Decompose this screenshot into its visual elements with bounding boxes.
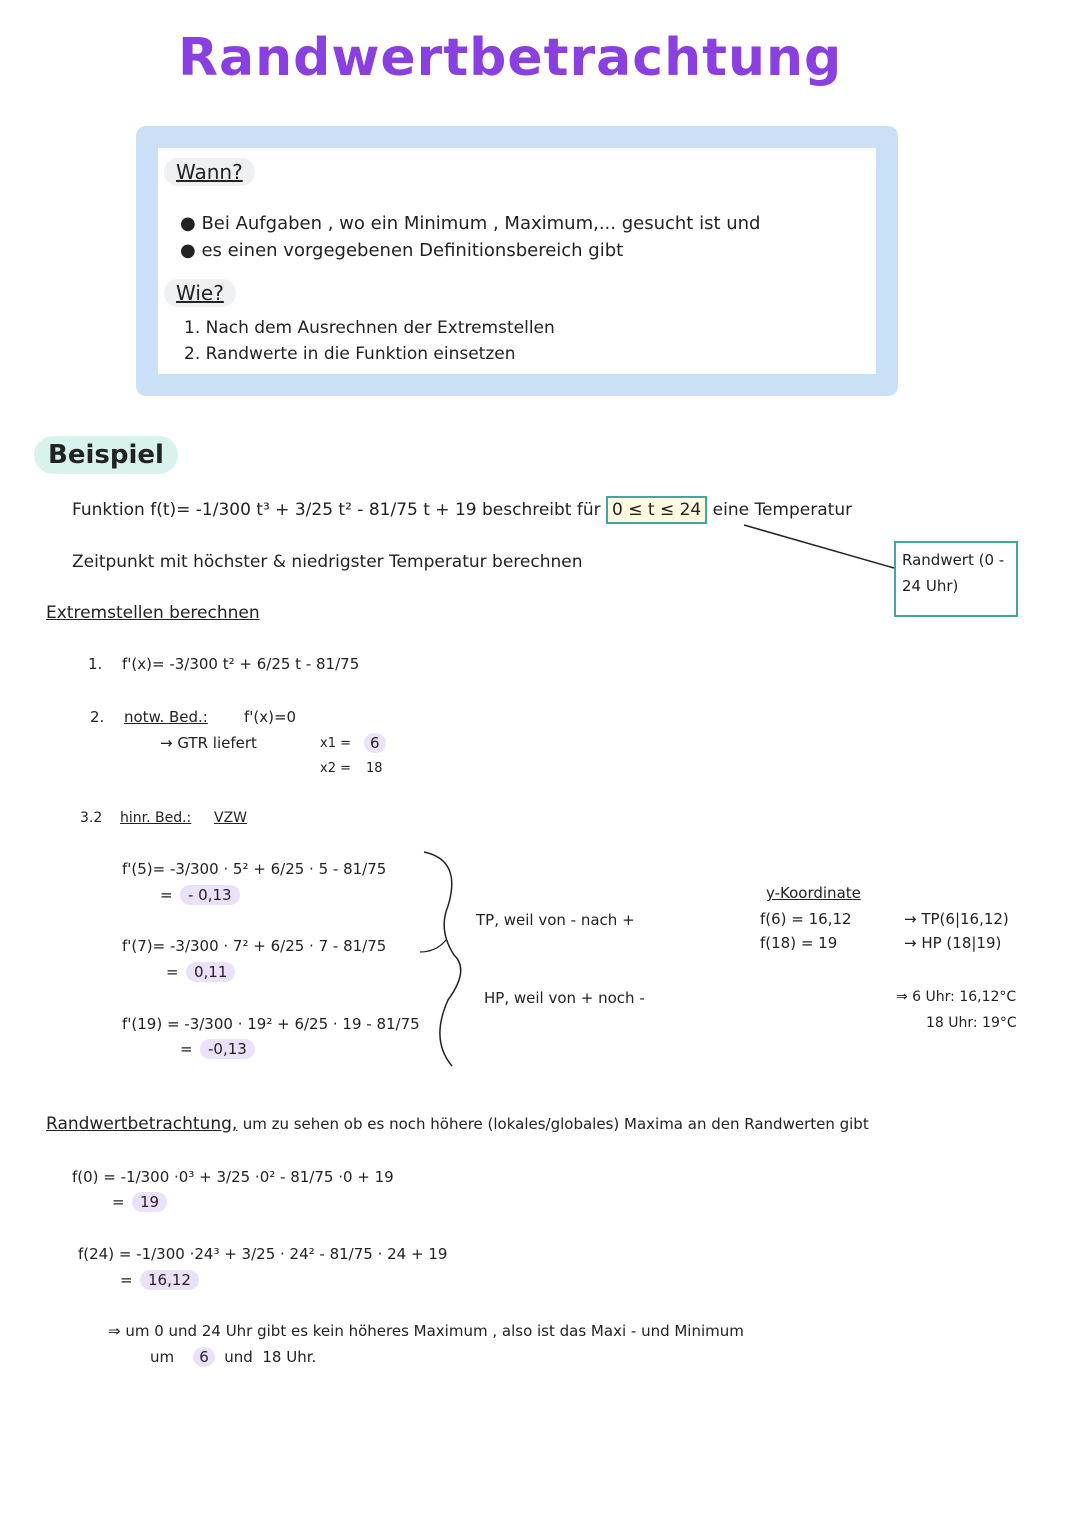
step2-number: 2. (90, 708, 105, 726)
step2-label: notw. Bed.: (124, 708, 208, 726)
step1-derivative: f'(x)= -3/300 t² + 6/25 t - 81/75 (122, 655, 360, 673)
wann-item-2: ● es einen vorgegebenen Definitionsbereich gibt (180, 240, 624, 261)
curly-brace (424, 852, 461, 1066)
y-value-6: f(6) = 16,12 (760, 910, 852, 928)
step3-method: VZW (214, 810, 248, 826)
tp-reason: TP, weil von - nach + (476, 911, 635, 929)
function-text: Funktion f(t)= -1/300 t³ + 3/25 t² - 81/75 t + 19 beschreibt für (72, 500, 601, 520)
f-prime-7: f'(7)= -3/300 · 7² + 6/25 · 7 - 81/75 (122, 937, 387, 955)
brace-tip (420, 940, 446, 952)
wann-item-2-text: es einen vorgegebenen Definitionsbereich gibt (201, 240, 624, 261)
conclusion-um: um (150, 1348, 175, 1366)
beispiel-label: Beispiel (34, 436, 178, 474)
f-prime-19: f'(19) = -3/300 · 19² + 6/25 · 19 - 81/75 (122, 1015, 420, 1033)
step3-label: hinr. Bed.: (120, 810, 192, 826)
step2-condition: f'(x)=0 (244, 708, 297, 726)
x1-value: 6 (364, 733, 386, 753)
f-prime-19-eq: = (180, 1040, 193, 1058)
summary-6uhr: ⇒ 6 Uhr: 16,12°C (896, 989, 1017, 1005)
step1-number: 1. (88, 655, 103, 673)
hp-reason: HP, weil von + noch - (484, 989, 645, 1007)
wann-item-1-text: Bei Aufgaben , wo ein Minimum , Maximum,... gesucht ist und (201, 213, 761, 234)
conclusion-und: und (224, 1348, 253, 1366)
interval-box: 0 ≤ t ≤ 24 (606, 496, 707, 524)
wie-item-2: 2. Randwerte in die Funktion einsetzen (184, 344, 516, 364)
f-prime-5: f'(5)= -3/300 · 5² + 6/25 · 5 - 81/75 (122, 860, 387, 878)
f-of-0-result: 19 (132, 1192, 167, 1212)
f-prime-5-result: - 0,13 (180, 885, 240, 905)
connector-line (744, 525, 894, 568)
page-title: Randwertbetrachtung (178, 28, 843, 88)
task-text: Zeitpunkt mit höchster & niedrigster Temperatur berechnen (72, 552, 583, 572)
wie-label: Wie? (164, 279, 236, 307)
conclusion-18: 18 Uhr. (262, 1348, 317, 1366)
conclusion-6: 6 (193, 1347, 215, 1367)
tp-point: → TP(6|16,12) (904, 910, 1009, 928)
y-value-18: f(18) = 19 (760, 934, 838, 952)
f-of-24-result: 16,12 (140, 1270, 199, 1290)
randwert-heading: Randwertbetrachtung, (46, 1114, 238, 1134)
f-of-24-eq: = (120, 1271, 133, 1289)
hp-point: → HP (18|19) (904, 934, 1002, 952)
f-prime-19-result: -0,13 (200, 1039, 255, 1059)
f-prime-7-result: 0,11 (186, 962, 235, 982)
y-coordinate-heading: y-Koordinate (766, 884, 861, 902)
summary-18uhr: 18 Uhr: 19°C (926, 1015, 1017, 1031)
x2-value: 18 (366, 761, 383, 776)
f-prime-7-eq: = (166, 963, 179, 981)
x2-label: x2 = (320, 761, 351, 776)
wann-item-1: ● Bei Aufgaben , wo ein Minimum , Maximum,... gesucht ist und (180, 213, 761, 234)
function-suffix: eine Temperatur (712, 500, 853, 520)
randwert-heading-suffix: um zu sehen ob es noch höhere (lokales/globales) Maxima an den Randwerten gibt (242, 1115, 869, 1133)
f-of-0: f(0) = -1/300 ·0³ + 3/25 ·0² - 81/75 ·0 + 19 (72, 1168, 394, 1186)
step3-number: 3.2 (80, 810, 103, 826)
f-of-24: f(24) = -1/300 ·24³ + 3/25 · 24² - 81/75 · 24 + 19 (78, 1245, 448, 1263)
extrem-heading: Extremstellen berechnen (46, 603, 260, 623)
gtr-text: → GTR liefert (160, 734, 257, 752)
f-of-0-eq: = (112, 1193, 125, 1211)
randwert-annotation: Randwert (0 - 24 Uhr) (894, 541, 1018, 617)
wann-label: Wann? (164, 158, 255, 186)
x1-label: x1 = (320, 736, 351, 751)
conclusion-line-1: ⇒ um 0 und 24 Uhr gibt es kein höheres Maximum , also ist das Maxi - und Minimum (108, 1322, 744, 1340)
f-prime-5-eq: = (160, 886, 173, 904)
wie-item-1: 1. Nach dem Ausrechnen der Extremstellen (184, 318, 555, 338)
